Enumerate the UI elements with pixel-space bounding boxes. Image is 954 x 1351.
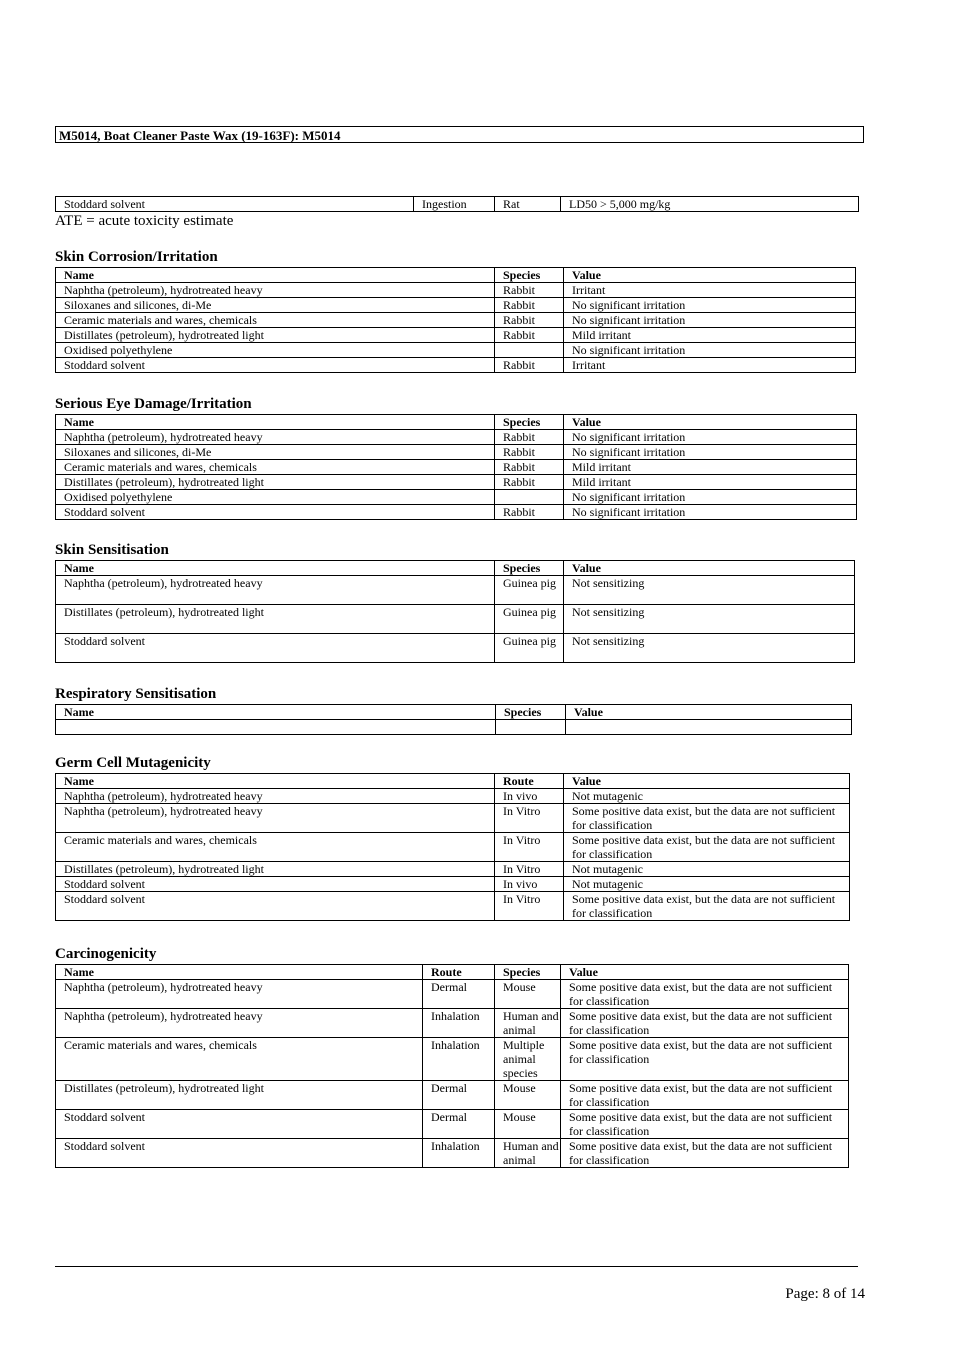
header-value: Value [564,415,857,430]
header-value: Value [566,705,852,720]
cell-name: Siloxanes and silicones, di-Me [56,298,495,313]
table-header-row [56,268,856,283]
cell-value: Not mutagenic [564,877,850,892]
table-row [56,505,857,520]
cell-route: In Vitro [495,862,564,877]
cell-route: Dermal [423,980,495,1009]
table-row [56,862,850,877]
table-header-row [56,774,850,789]
skin-sensitisation-table [55,560,855,663]
cell-species [495,343,564,358]
respiratory-sensitisation-table [55,704,852,735]
table-row [56,298,856,313]
cell-route: Inhalation [423,1139,495,1168]
cell-value: Not sensitizing [564,576,855,605]
cell-species: Rabbit [495,298,564,313]
cell-name: Stoddard solvent [56,358,495,373]
cell-value: Not mutagenic [564,862,850,877]
cell-route: In Vitro [495,892,564,921]
section-title-respiratory-sensitisation: Respiratory Sensitisation [55,686,217,702]
cell-value: No significant irritation [564,445,857,460]
cell-species: Rabbit [495,445,564,460]
cell-name: Stoddard solvent [56,1110,423,1139]
germ-cell-table [55,773,850,921]
cell-name: Naphtha (petroleum), hydrotreated heavy [56,804,495,833]
eye-damage-table [55,414,857,520]
table-row [56,283,856,298]
cell-value: No significant irritation [564,490,857,505]
cell-route: Dermal [423,1081,495,1110]
cell-species: Human and animal [495,1009,561,1038]
table-row [56,1139,849,1168]
section-title-eye-damage: Serious Eye Damage/Irritation [55,396,252,412]
cell-value: Not sensitizing [564,605,855,634]
skin-corrosion-table [55,267,856,373]
cell-value: Mild irritant [564,475,857,490]
cell-species: Mouse [495,1110,561,1139]
header-value: Value [561,965,849,980]
cell-value: Mild irritant [564,460,857,475]
cell-name: Stoddard solvent [56,197,414,212]
cell-species: Guinea pig [495,634,564,663]
table-row [56,980,849,1009]
header-species: Species [495,965,561,980]
cell-value: Some positive data exist, but the data are not sufficient for classification [561,1038,849,1081]
cell-species: Mouse [495,980,561,1009]
cell-species: Multiple animal species [495,1038,561,1081]
cell-species: Rabbit [495,430,564,445]
table-row [56,430,857,445]
cell-value: Some positive data exist, but the data are not sufficient for classification [564,804,850,833]
cell-value: Irritant [564,283,856,298]
header-value: Value [564,561,855,576]
acute-toxicity-table [55,196,859,212]
cell-value: Not mutagenic [564,789,850,804]
cell-value: No significant irritation [564,430,857,445]
header-species: Species [496,705,566,720]
header-route: Route [495,774,564,789]
cell-value: Some positive data exist, but the data are not sufficient for classification [561,1081,849,1110]
footer-divider [55,1266,858,1267]
table-header-row [56,561,855,576]
table-row [56,634,855,663]
cell-value: Some positive data exist, but the data are not sufficient for classification [561,1139,849,1168]
cell-value: Some positive data exist, but the data are not sufficient for classification [564,892,850,921]
table-row [56,833,850,862]
header-name: Name [56,774,495,789]
table-row [56,343,856,358]
cell-route: In vivo [495,789,564,804]
cell-species: Human and animal [495,1139,561,1168]
cell-name: Ceramic materials and wares, chemicals [56,1038,423,1081]
cell-name: Distillates (petroleum), hydrotreated light [56,475,495,490]
document-header: M5014, Boat Cleaner Paste Wax (19-163F): M5014 [55,126,864,143]
cell-value: No significant irritation [564,505,857,520]
cell-name: Ceramic materials and wares, chemicals [56,313,495,328]
cell-route: In vivo [495,877,564,892]
header-species: Species [495,268,564,283]
cell-name: Stoddard solvent [56,877,495,892]
table-row [56,892,850,921]
cell-name: Stoddard solvent [56,634,495,663]
cell-name: Naphtha (petroleum), hydrotreated heavy [56,1009,423,1038]
header-species: Species [495,415,564,430]
cell-species: Rabbit [495,475,564,490]
header-name: Name [56,705,496,720]
header-value: Value [564,774,850,789]
cell-species: Guinea pig [495,576,564,605]
table-header-row [56,415,857,430]
table-row [56,490,857,505]
header-name: Name [56,561,495,576]
section-title-skin-corrosion: Skin Corrosion/Irritation [55,249,218,265]
cell-species: Rabbit [495,283,564,298]
cell-name: Distillates (petroleum), hydrotreated light [56,328,495,343]
cell-name: Ceramic materials and wares, chemicals [56,460,495,475]
cell-route: In Vitro [495,804,564,833]
cell-name: Naphtha (petroleum), hydrotreated heavy [56,430,495,445]
table-row [56,605,855,634]
section-title-germ-cell: Germ Cell Mutagenicity [55,755,211,771]
table-row [56,475,857,490]
cell-name: Oxidised polyethylene [56,343,495,358]
cell-value: Mild irritant [564,328,856,343]
cell-name: Distillates (petroleum), hydrotreated light [56,605,495,634]
cell-name: Stoddard solvent [56,892,495,921]
cell-species: Rabbit [495,328,564,343]
cell-species: Rabbit [495,313,564,328]
cell-route: Inhalation [423,1038,495,1081]
table-row [56,877,850,892]
carcinogenicity-table [55,964,849,1168]
cell-value: LD50 > 5,000 mg/kg [561,197,859,212]
cell-name: Distillates (petroleum), hydrotreated light [56,1081,423,1110]
table-row [56,313,856,328]
header-name: Name [56,415,495,430]
header-species: Species [495,561,564,576]
table-row [56,789,850,804]
header-name: Name [56,268,495,283]
cell-route: Ingestion [414,197,495,212]
section-title-skin-sensitisation: Skin Sensitisation [55,542,169,558]
cell-value: Some positive data exist, but the data are not sufficient for classification [564,833,850,862]
cell-value: No significant irritation [564,313,856,328]
cell-value: Some positive data exist, but the data are not sufficient for classification [561,1110,849,1139]
table-row [56,1081,849,1110]
empty-row [56,720,852,735]
cell-name: Oxidised polyethylene [56,490,495,505]
cell-name: Naphtha (petroleum), hydrotreated heavy [56,789,495,804]
cell-name: Siloxanes and silicones, di-Me [56,445,495,460]
header-value: Value [564,268,856,283]
table-row [56,460,857,475]
cell-name: Distillates (petroleum), hydrotreated light [56,862,495,877]
cell-species [495,490,564,505]
table-row [56,1009,849,1038]
cell-species: Mouse [495,1081,561,1110]
table-row [56,1038,849,1081]
cell-value: No significant irritation [564,343,856,358]
cell-species: Rabbit [495,505,564,520]
table-row [56,576,855,605]
table-row [56,358,856,373]
cell-value: Some positive data exist, but the data are not sufficient for classification [561,1009,849,1038]
cell-species: Rabbit [495,460,564,475]
cell-route: In Vitro [495,833,564,862]
cell-route: Dermal [423,1110,495,1139]
cell-value: Some positive data exist, but the data are not sufficient for classification [561,980,849,1009]
cell-name: Naphtha (petroleum), hydrotreated heavy [56,576,495,605]
cell-species: Rabbit [495,358,564,373]
cell-name: Naphtha (petroleum), hydrotreated heavy [56,283,495,298]
table-row [56,1110,849,1139]
cell-name: Naphtha (petroleum), hydrotreated heavy [56,980,423,1009]
cell-name: Stoddard solvent [56,505,495,520]
section-title-carcinogenicity: Carcinogenicity [55,946,157,962]
table-row [56,197,859,212]
cell-name: Ceramic materials and wares, chemicals [56,833,495,862]
table-header-row [56,705,852,720]
ate-note: ATE = acute toxicity estimate [55,213,234,229]
cell-value: Not sensitizing [564,634,855,663]
table-row [56,445,857,460]
cell-route: Inhalation [423,1009,495,1038]
cell-value: Irritant [564,358,856,373]
cell-species: Guinea pig [495,605,564,634]
cell-species: Rat [495,197,561,212]
page-number: Page: 8 of 14 [785,1286,865,1302]
table-row [56,328,856,343]
table-header-row [56,965,849,980]
header-name: Name [56,965,423,980]
cell-value: No significant irritation [564,298,856,313]
header-route: Route [423,965,495,980]
table-row [56,804,850,833]
cell-name: Stoddard solvent [56,1139,423,1168]
